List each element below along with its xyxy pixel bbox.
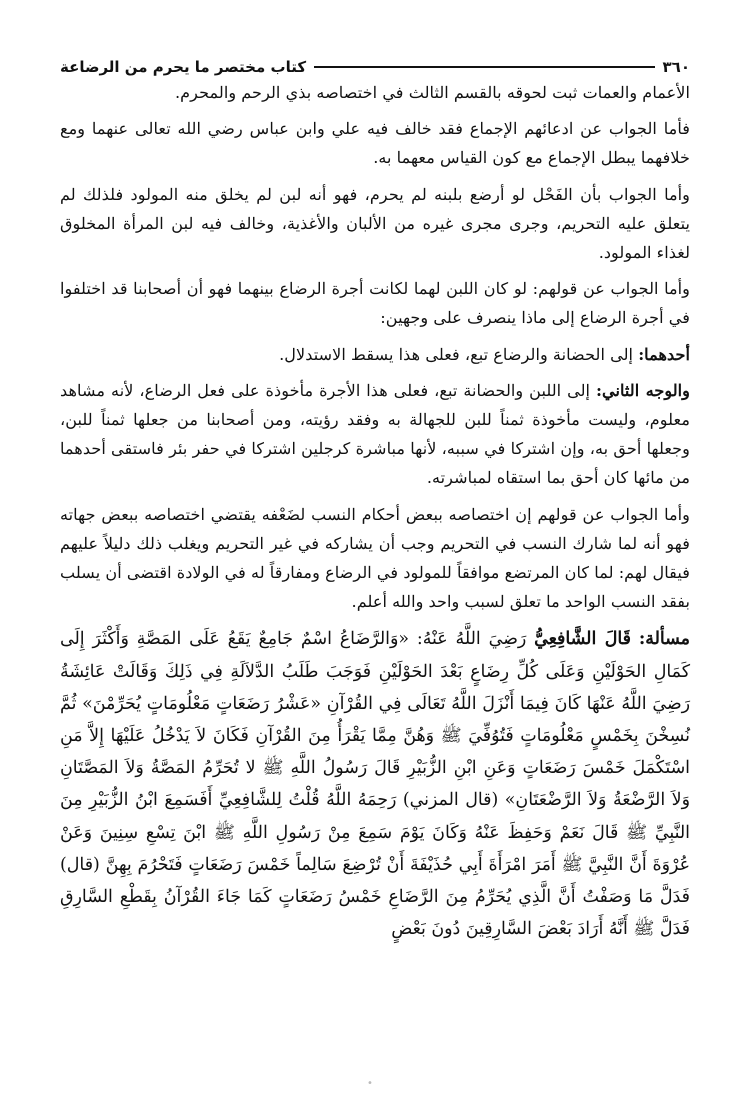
page-number: ٣٦٠ — [662, 58, 690, 76]
header-rule — [314, 66, 654, 68]
first-aspect — [60, 340, 690, 369]
running-header — [60, 56, 690, 78]
masala-text: رَضِيَ اللَّهُ عَنْهُ: «وَالرَّضَاعُ اسْمٌ جَامِعٌ يَقَعُ عَلَى المَصَّةِ وَأَكْثَرَ إِلَى كَمَالِ الحَوْلَيْنِ وَعَلَى كُلِّ رِضَاعٍ بَعْدَ الحَوْلَيْنِ فَوَجَبَ طَلَبُ الدَّلاَلَةِ فِي ذَلِكَ وَقَالَتْ عَائِشَةُ رَضِيَ اللَّهُ عَنْهَا كَانَ فِيمَا أَنْزَلَ اللَّهُ تَعَالَى فِي القُرْآنِ «عَشْرُ رَضَعَاتٍ مَعْلُومَاتٍ يُحَرِّمْنَ» ثُمَّ نُسِخْنَ بِخَمْسٍ مَعْلُومَاتٍ فَتُوُفِّيَ ﷺ وَهُنَّ مِمَّا يَقْرَأُ مِنَ القُرْآنِ فَكَانَ لاَ يَدْخُلُ عَلَيْهَا إِلاَّ مَنِ اسْتَكْمَلَ خَمْسَ رَضَعَاتٍ وَعَنِ ابْنِ الزُّبَيْرِ قَالَ رَسُولُ اللَّهِ ﷺ لا تُحَرِّمُ المَصَّةُ وَلاَ المَصَّتَانِ وَلاَ الرَّضْعَةُ وَلاَ الرَّضْعَتَانِ» (قال المزني) رَحِمَهُ اللَّهُ قُلْتُ لِلشَّافِعِيِّ أَفَسَمِعَ ابْنُ الزُّبَيْرِ مِنَ النَّبِيِّ ﷺ قَالَ نَعَمْ وَحَفِظَ عَنْهُ وَكَانَ يَوْمَ سَمِعَ مِنْ رَسُولِ اللَّهِ ﷺ ابْنَ تِسْعِ سِنِينَ وَعَنْ عُرْوَةَ أَنَّ النَّبِيَّ ﷺ أَمَرَ امْرَأَةَ أَبِي حُذَيْفَةَ أَنْ تُرْضِعَ سَالِماً خَمْسَ رَضَعَاتٍ فَتَحْرُمَ بِهِنَّ (قال) فَدَلَّ مَا وَصَفْتُ أَنَّ الَّذِي يُحَرِّمُ مِنَ الرَّضَاعِ خَمْسُ رَضَعَاتٍ كَمَا جَاءَ القُرْآنُ بِقَطْعِ السَّارِقِ فَدَلَّ ﷺ أَنَّهُ أَرَادَ بَعْضَ السَّارِقِينَ دُونَ بَعْضٍ — [60, 629, 690, 940]
second-aspect-label: والوجه الثاني: — [596, 380, 690, 400]
closing-paragraph: وأما الجواب عن قولهم إن اختصاصه ببعض أحكام النسب لضَعْفه يقتضي اختصاصه ببعض جهاته فهو أنه لما شارك النسب في التحريم وجب أن يشاركه في غير التحريم ويغلب ذلك دليلاً عليهم فيقال لهم: لما كان المرتضع موافقاً للمولود في الرضاع ومفارقاً له في الولادة اقتضى أن يسلب بفقد النسب الواحد ما تعلق لسبب واحد والله أعلم. — [60, 504, 690, 612]
header-title: كتاب مختصر ما يحرم من الرضاعة — [60, 58, 307, 76]
second-aspect — [60, 376, 690, 493]
paragraph-1: الأعمام والعمات ثبت لحوقه بالقسم الثالث في اختصاصه بذي الرحم والمحرم. — [174, 83, 690, 102]
page — [60, 56, 690, 945]
paragraph-3: وأما الجواب بأن الفَحْل لو أرضع بلبنه لم يحرم، فهو أنه لبن لم يخلق منه المولود فلذلك لم يتعلق عليه التحريم، وجرى مجرى غيره من الألبان والأغذية، وخالف فيه لبن المرأة المخلوق لغذاء المولود. — [60, 184, 690, 263]
second-aspect-text: إلى اللبن والحضانة تبع، فعلى هذا الأجرة مأخوذة على فعل الرضاع، لأنه مشاهد معلوم، وليست مأخوذة ثمناً للبن للجهالة به وفقد رؤيته، ومن أصحابنا من جعلها ثمناً للبن، وجعلها أحق به، وإن اشتركا في سببه، لأنها مباشرة كرجلين اشتركا في حفر بئر فاستقى أحدهما من مائها كان أحق بما استقاه لمباشرته. — [60, 380, 690, 488]
paragraph-2: فأما الجواب عن ادعائهم الإجماع فقد خالف فيه علي وابن عباس رضي الله تعالى عنهما ومع خلافهما يبطل الإجماع مع كون القياس معهما به. — [60, 119, 690, 168]
masala-label: مسألة: — [638, 629, 690, 650]
masala-heading: قَالَ الشَّافِعِيُّ — [534, 629, 631, 650]
scan-mark: • — [367, 1078, 373, 1089]
first-aspect-text: إلى الحضانة والرضاع تبع، فعلى هذا يسقط الاستدلال. — [279, 344, 634, 364]
masala-section — [60, 623, 690, 945]
first-aspect-label: أحدهما: — [638, 344, 690, 364]
paragraph-4: وأما الجواب عن قولهم: لو كان اللبن لهما لكانت أجرة الرضاع بينهما فهو أن أصحابنا قد اختلفوا في أجرة الرضاع إلى ماذا ينصرف على وجهين: — [60, 279, 690, 328]
